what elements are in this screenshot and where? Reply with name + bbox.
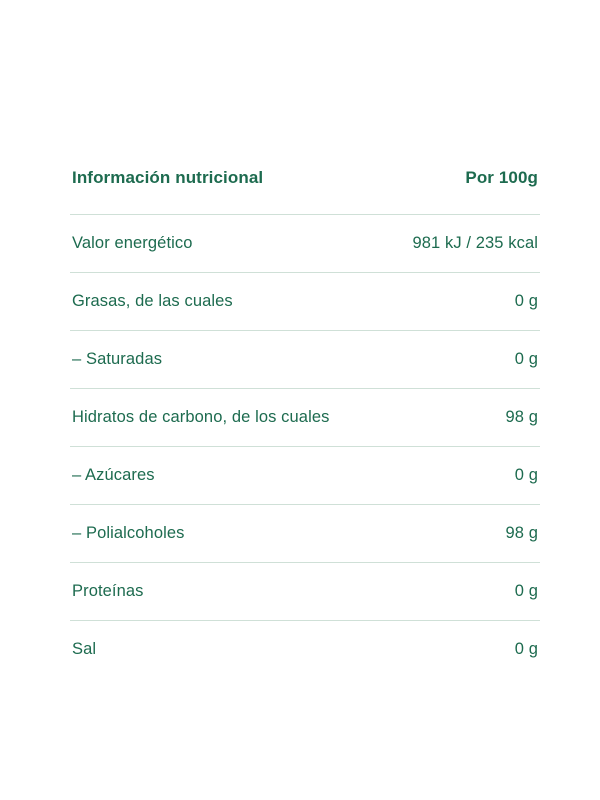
nutrition-title: Información nutricional [72, 168, 264, 187]
nutrient-value: 0 g [514, 640, 538, 658]
nutrition-column-header: Por 100g [465, 168, 538, 187]
nutrient-value: 981 kJ / 235 kcal [412, 234, 538, 252]
nutrient-label: Proteínas [72, 582, 144, 600]
table-row [70, 272, 540, 330]
table-row [70, 330, 540, 388]
table-row [70, 562, 540, 620]
nutrient-value: 0 g [514, 582, 538, 600]
nutrient-value: 0 g [514, 466, 538, 484]
table-row [70, 388, 540, 446]
table-row [70, 446, 540, 504]
nutrient-label: – Polialcoholes [72, 524, 185, 542]
nutrient-value: 98 g [505, 408, 538, 426]
table-row [70, 620, 540, 678]
nutrition-table [70, 168, 540, 678]
nutrient-label: Valor energético [72, 234, 193, 252]
nutrient-label: Sal [72, 640, 97, 658]
table-row [70, 214, 540, 272]
nutrient-label: – Azúcares [72, 466, 155, 484]
table-row [70, 504, 540, 562]
nutrient-value: 98 g [505, 524, 538, 542]
nutrient-label: Grasas, de las cuales [72, 292, 233, 310]
nutrient-label: – Saturadas [72, 350, 163, 368]
nutrient-label: Hidratos de carbono, de los cuales [72, 408, 330, 426]
nutrient-value: 0 g [514, 350, 538, 368]
table-header-row [70, 168, 540, 214]
nutrient-value: 0 g [514, 292, 538, 310]
